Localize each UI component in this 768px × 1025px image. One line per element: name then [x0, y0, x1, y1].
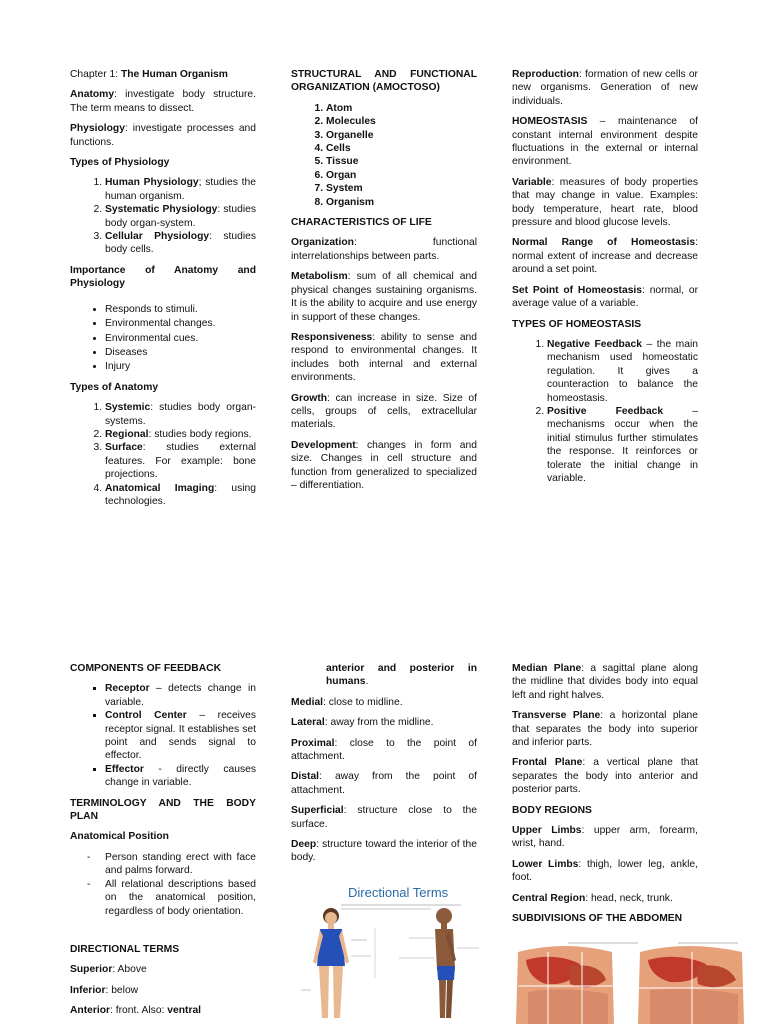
column-3-bottom — [512, 662, 698, 933]
median-plane-definition: Median Plane: a sagittal plane along the midline that divides body into equal left and right halves. — [512, 663, 698, 701]
list-item: ▪ Receptor – detects change in variable. — [105, 682, 256, 709]
lower-limbs-definition: Lower Limbs: thigh, lower leg, ankle, foot. — [512, 858, 698, 884]
types-anatomy-heading: Types of Anatomy — [70, 381, 159, 393]
list-item: - All relational descriptions based on the anatomical position, regardless of body orientation. — [105, 878, 256, 918]
characteristic-responsiveness: Responsiveness: ability to sense and respond to environmental changes. It includes both internal and external environments. — [291, 331, 477, 384]
central-region-definition: Central Region: head, neck, trunk. — [512, 892, 673, 904]
characteristic-development: Development: changes in form and size. Changes in cell structure and function from generalized to specialized – differentiation. — [291, 439, 477, 491]
list-item: - Person standing erect with face and palms forward. — [105, 851, 256, 878]
medial-definition: Medial: close to midline. — [291, 696, 403, 708]
column-2-top — [291, 68, 477, 499]
upper-limbs-definition: Upper Limbs: upper arm, forearm, wrist, hand. — [512, 825, 698, 850]
superficial-definition: Superficial: structure close to the surface. — [291, 805, 477, 830]
proximal-definition: Proximal: close to the point of attachment. — [291, 737, 477, 763]
types-physiology-heading: Types of Physiology — [70, 157, 170, 169]
components-heading: COMPONENTS OF FEEDBACK — [70, 663, 222, 674]
list-item: 3. Cellular Physiology: studies body cells. — [105, 230, 256, 257]
anatomy-definition: Anatomy: investigate body structure. The term means to dissect. — [70, 89, 256, 114]
list-item: • Diseases — [105, 346, 256, 359]
chapter-heading: Chapter 1: The Human Organism — [70, 69, 228, 80]
female-figure-icon — [313, 908, 349, 1018]
frontal-plane-definition: Frontal Plane: a vertical plane that separates the body into anterior and posterior parts. — [512, 757, 699, 796]
variable-definition: Variable: measures of body properties that may change in value. Examples: body temperature, heart rate, blood pressure and blood glucose levels. — [512, 176, 698, 229]
subdivisions-heading: SUBDIVISIONS OF THE ABDOMEN — [512, 913, 683, 925]
list-item: 3. Organelle — [326, 129, 477, 142]
male-figure-icon — [435, 908, 456, 1018]
structural-heading: STRUCTURAL AND FUNCTIONAL ORGANIZATION (AMOCTOSO) — [291, 69, 477, 94]
column-1-bottom — [70, 662, 256, 1025]
list-item: 2. Positive Feedback – mechanisms occur when the initial stimulus further stimulates the response. It reinforces or tolerate the initial change in variable. — [547, 405, 698, 485]
list-item: • Environmental changes. — [105, 317, 256, 330]
characteristic-organization: Organization: functional interrelationships between parts. — [291, 237, 477, 262]
distal-definition: Distal: away from the point of attachment. — [291, 771, 477, 796]
list-item: 1. Negative Feedback – the main mechanism used homeostatic regulation. It gives a counteraction to balance the homeostasis. — [547, 338, 698, 405]
terminology-heading: TERMINOLOGY AND THE BODY PLAN — [70, 797, 256, 823]
types-homeostasis-heading: TYPES OF HOMEOSTASIS — [512, 318, 642, 330]
normal-range-definition: Normal Range of Homeostasis: normal extent of increase and decrease around a set point. — [512, 237, 698, 276]
list-item: • Responds to stimuli. — [105, 303, 256, 316]
list-item: ▪ Control Center – receives receptor signal. It establishes set point and sends signal to effector. — [105, 709, 256, 763]
characteristics-heading: CHARACTERISTICS OF LIFE — [291, 217, 432, 229]
list-item: 4. Anatomical Imaging: using technologies. — [105, 482, 256, 509]
reproduction-definition: Reproduction: formation of new cells or new organisms. Generation of new individuals. — [512, 69, 698, 107]
inferior-definition: Inferior: below — [70, 984, 139, 996]
importance-heading: Importance of Anatomy and Physiology — [70, 264, 256, 290]
physiology-definition: Physiology: investigate processes and functions. — [70, 123, 256, 148]
homeostasis-definition: HOMEOSTASIS – maintenance of constant internal environment despite fluctuations in the external or internal environment. — [512, 116, 698, 168]
transverse-plane-definition: Transverse Plane: a horizontal plane that separates the body into superior and inferior parts. — [512, 710, 699, 749]
figure-title: Directional Terms — [348, 885, 449, 900]
list-item: 2. Systematic Physiology: studies body organ-system. — [105, 203, 256, 230]
column-3-top — [512, 68, 698, 492]
list-item: 1. Atom — [326, 102, 477, 115]
characteristic-growth: Growth: can increase in size. Size of cells, groups of cells, extracellular materials. — [291, 392, 477, 431]
list-item: 1. Systemic: studies body organ-systems. — [105, 401, 256, 428]
list-item: ▪ Effector - directly causes change in variable. — [105, 763, 256, 790]
types-anatomy-list — [70, 401, 256, 508]
anatomical-position-heading: Anatomical Position — [70, 831, 169, 843]
abdomen-illustration — [510, 936, 750, 1024]
list-item: 8. Organism — [326, 196, 477, 209]
body-regions-heading: BODY REGIONS — [512, 804, 592, 816]
column-1-top — [70, 68, 256, 515]
abdomen-left-icon — [516, 946, 614, 1024]
list-item: 2. Molecules — [326, 115, 477, 128]
directional-terms-heading: DIRECTIONAL TERMS — [70, 943, 180, 955]
deep-definition: Deep: structure toward the interior of the body. — [291, 839, 477, 864]
column-2-bottom — [291, 662, 477, 872]
list-item: 4. Cells — [326, 142, 477, 155]
list-item: 1. Human Physiology; studies the human organism. — [105, 176, 256, 203]
components-list — [70, 682, 256, 789]
importance-list — [70, 303, 256, 374]
list-item: 7. System — [326, 182, 477, 195]
directional-terms-figure — [289, 878, 489, 1024]
characteristic-metabolism: Metabolism: sum of all chemical and physical changes sustaining organisms. It is the ability to acquire and use energy in support of these changes. — [291, 271, 477, 323]
set-point-definition: Set Point of Homeostasis: normal, or average value of a variable. — [512, 284, 698, 310]
anterior-continued: anterior and posterior in humans. — [326, 663, 477, 688]
abdomen-right-icon — [638, 946, 744, 1024]
list-item: 5. Tissue — [326, 155, 477, 168]
superior-definition: Superior: Above — [70, 964, 147, 976]
organization-levels-list — [291, 102, 477, 209]
list-item: 2. Regional: studies body regions. — [105, 428, 256, 441]
directional-terms-illustration — [289, 878, 489, 1024]
lateral-definition: Lateral: away from the midline. — [291, 717, 434, 729]
anterior-definition: Anterior: front. Also: ventral — [70, 1005, 202, 1017]
list-item: 3. Surface: studies external features. For example: bone projections. — [105, 441, 256, 481]
types-physiology-list — [70, 176, 256, 256]
types-homeostasis-list — [512, 338, 698, 485]
list-item: • Injury — [105, 360, 256, 373]
anatomical-position-list — [70, 851, 256, 918]
abdomen-subdivisions-figure — [510, 936, 750, 1024]
list-item: • Environmental cues. — [105, 332, 256, 345]
list-item: 6. Organ — [326, 169, 477, 182]
